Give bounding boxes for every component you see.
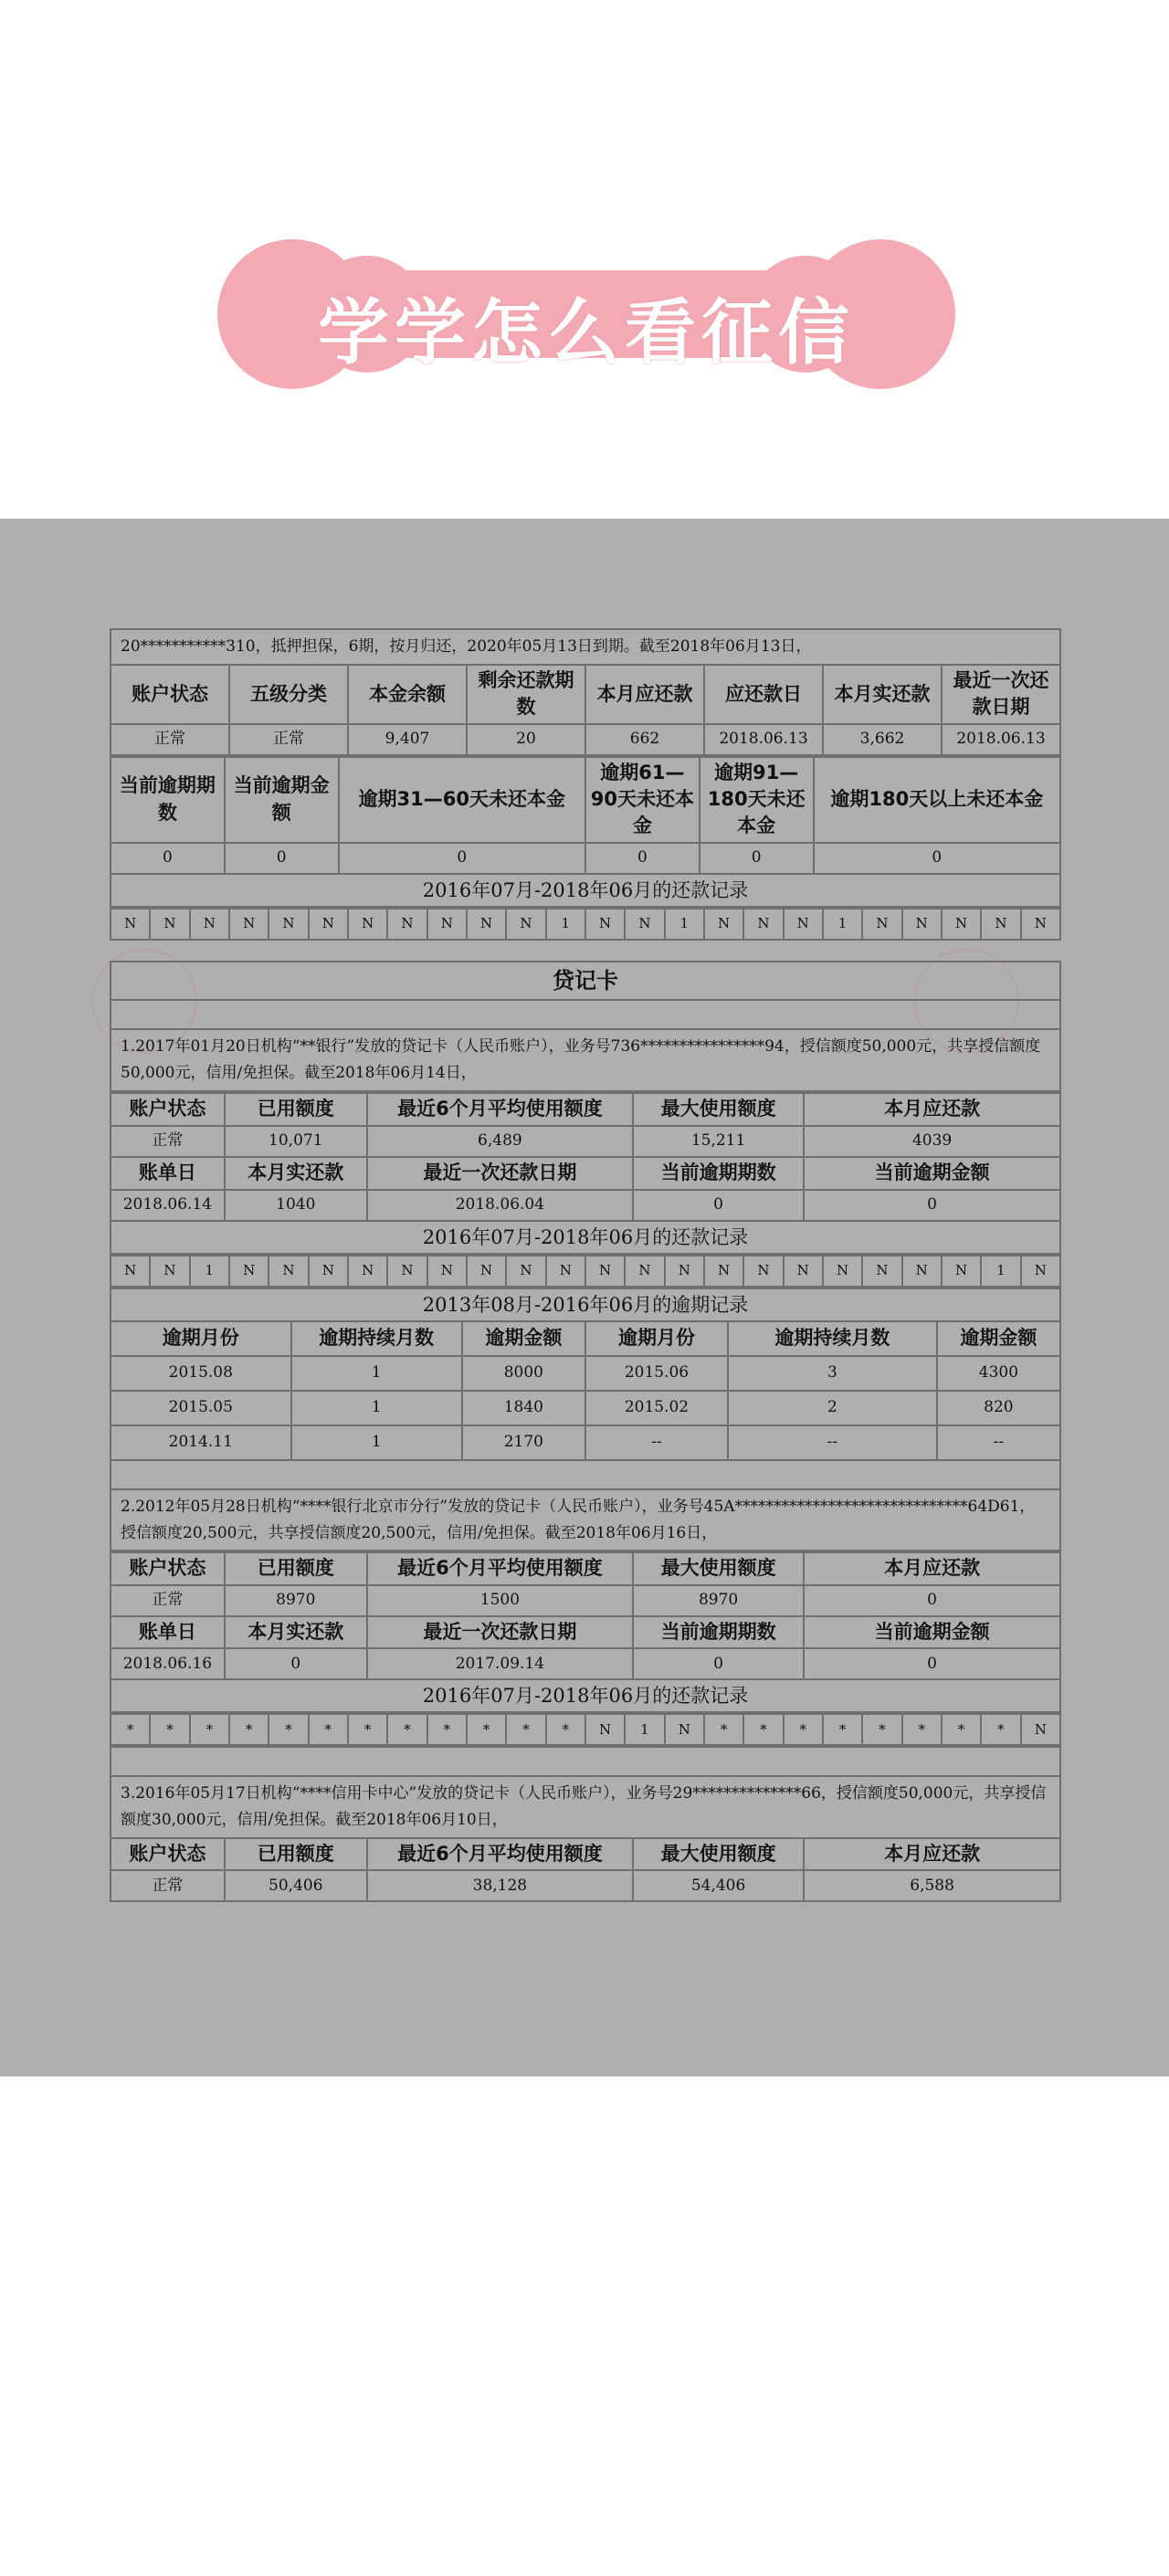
overdue-header-cell: 逾期月份 xyxy=(585,1321,728,1356)
repayment-month-cell: N xyxy=(506,909,545,940)
repayment-month-cell: N xyxy=(348,909,387,940)
overdue-header-cell: 逾期金额 xyxy=(462,1321,585,1356)
repayment-month-cell: N xyxy=(585,909,625,940)
repayment-month-cell: N xyxy=(546,1256,585,1287)
card3-header-cell: 最大使用额度 xyxy=(633,1838,804,1870)
repayment-month-cell: N xyxy=(823,1256,862,1287)
repayment-month-cell: N xyxy=(111,1256,150,1287)
overdue-row xyxy=(111,1391,1060,1425)
card3-header-cell: 账户状态 xyxy=(111,1838,225,1870)
card3-value-cell: 50,406 xyxy=(225,1870,367,1901)
overdue-cell: -- xyxy=(585,1425,728,1460)
overdue-cell: 2015.02 xyxy=(585,1391,728,1425)
repayment-month-cell: N xyxy=(506,1256,545,1287)
repayment-month-cell: * xyxy=(427,1714,467,1745)
repayment-month-cell: * xyxy=(823,1714,862,1745)
loan-overdue-table xyxy=(110,756,1061,908)
repayment-month-cell: * xyxy=(309,1714,348,1745)
overdue-cell: 4300 xyxy=(937,1356,1060,1391)
card2-header-cell: 最近6个月平均使用额度 xyxy=(367,1552,633,1584)
overdue-header-cell: 逾期金额 xyxy=(937,1321,1060,1356)
loan-overdue-header-cell: 逾期180天以上未还本金 xyxy=(814,757,1060,843)
card3-block xyxy=(110,1746,1061,1902)
card3-value-cell: 6,588 xyxy=(804,1870,1060,1901)
repayment-month-cell: * xyxy=(111,1714,150,1745)
repayment-month-cell: N xyxy=(1021,1256,1060,1287)
card1-header-cell: 当前逾期金额 xyxy=(804,1157,1060,1190)
repayment-month-cell: N xyxy=(585,1256,625,1287)
loan-value-cell: 20 xyxy=(467,724,585,755)
loan-header-cell: 本月实还款 xyxy=(823,665,942,724)
card2-repayment-record xyxy=(110,1713,1061,1746)
overdue-cell: 3 xyxy=(728,1356,937,1391)
card1-header-cell: 当前逾期期数 xyxy=(633,1157,804,1190)
overdue-header-cell: 逾期持续月数 xyxy=(728,1321,937,1356)
card2-header-cell: 最近一次还款日期 xyxy=(367,1616,633,1648)
loan-header-cell: 账户状态 xyxy=(111,665,229,724)
loan-value-cell: 正常 xyxy=(229,724,348,755)
repayment-month-cell: N xyxy=(387,1256,427,1287)
credit-card-section xyxy=(110,961,1061,1092)
card1-record-title: 2016年07月-2018年06月的还款记录 xyxy=(111,1221,1060,1254)
card2-description: 2.2012年05月28日机构“****银行北京市分行”发放的贷记卡（人民币账户），业务号45A******************************64D61，授信额度20,500元，共享授信额度20,500元，信用/免担保。截至2018年06月16日， xyxy=(111,1489,1060,1551)
loan-description: 20***********310，抵押担保，6期，按月归还，2020年05月13日到期。截至2018年06月13日， xyxy=(111,629,1060,665)
credit-report-scan xyxy=(0,519,1169,2077)
repayment-month-cell: * xyxy=(981,1714,1020,1745)
card1-value-cell: 2018.06.04 xyxy=(367,1190,633,1221)
card1-value-cell: 15,211 xyxy=(633,1126,804,1157)
repayment-month-cell: N xyxy=(387,909,427,940)
repayment-month-cell: * xyxy=(467,1714,506,1745)
repayment-month-cell: 1 xyxy=(546,909,585,940)
repayment-month-cell: 1 xyxy=(625,1714,664,1745)
card1-value-cell: 4039 xyxy=(804,1126,1060,1157)
overdue-cell: 2015.05 xyxy=(111,1391,291,1425)
repayment-month-cell: * xyxy=(348,1714,387,1745)
overdue-cell: 2014.11 xyxy=(111,1425,291,1460)
overdue-header-cell: 逾期持续月数 xyxy=(291,1321,462,1356)
loan-overdue-value-cell: 0 xyxy=(814,843,1060,874)
repayment-month-cell: * xyxy=(862,1714,901,1745)
overdue-cell: 8000 xyxy=(462,1356,585,1391)
repayment-month-cell: N xyxy=(190,909,229,940)
repayment-month-cell: N xyxy=(348,1256,387,1287)
repayment-month-cell: N xyxy=(229,1256,269,1287)
loan-overdue-value-cell: 0 xyxy=(225,843,339,874)
repayment-month-cell: N xyxy=(625,909,664,940)
overdue-cell: 1 xyxy=(291,1391,462,1425)
loan-repayment-record xyxy=(110,908,1061,941)
overdue-cell: 1 xyxy=(291,1356,462,1391)
loan-overdue-header-cell: 逾期31—60天未还本金 xyxy=(339,757,585,843)
card2-value-cell: 0 xyxy=(804,1585,1060,1616)
repayment-month-cell: N xyxy=(309,909,348,940)
card1-header-cell: 账户状态 xyxy=(111,1093,225,1126)
repayment-month-cell: 1 xyxy=(665,909,704,940)
loan-overdue-value-cell: 0 xyxy=(700,843,814,874)
card2-value-cell: 2017.09.14 xyxy=(367,1648,633,1679)
card2-header-cell: 账单日 xyxy=(111,1616,225,1648)
repayment-month-cell: * xyxy=(506,1714,545,1745)
card1-value-cell: 2018.06.14 xyxy=(111,1190,225,1221)
card3-value-cell: 54,406 xyxy=(633,1870,804,1901)
overdue-cell: -- xyxy=(728,1425,937,1460)
repayment-month-cell: N xyxy=(784,1256,823,1287)
repayment-month-cell: N xyxy=(704,909,743,940)
card3-value-cell: 38,128 xyxy=(367,1870,633,1901)
repayment-month-cell: N xyxy=(309,1256,348,1287)
card1-header-cell: 最近6个月平均使用额度 xyxy=(367,1093,633,1126)
banner-title: 学学怎么看征信 xyxy=(317,292,855,374)
loan-overdue-header-cell: 逾期91—180天未还本金 xyxy=(700,757,814,843)
repayment-month-cell: * xyxy=(387,1714,427,1745)
card1-header-cell: 最近一次还款日期 xyxy=(367,1157,633,1190)
repayment-month-cell: * xyxy=(902,1714,942,1745)
card2-value-cell: 0 xyxy=(633,1648,804,1679)
repayment-month-cell: N xyxy=(704,1256,743,1287)
loan-header-cell: 本月应还款 xyxy=(585,665,704,724)
repayment-month-cell: N xyxy=(665,1256,704,1287)
overdue-row xyxy=(111,1425,1060,1460)
card1-value-cell: 6,489 xyxy=(367,1126,633,1157)
repayment-month-cell: * xyxy=(784,1714,823,1745)
repayment-month-cell: N xyxy=(665,1714,704,1745)
card2-value-cell: 2018.06.16 xyxy=(111,1648,225,1679)
overdue-cell: 1 xyxy=(291,1425,462,1460)
card2-header-cell: 已用额度 xyxy=(225,1552,367,1584)
card1-header-cell: 账单日 xyxy=(111,1157,225,1190)
repayment-month-cell: N xyxy=(111,909,150,940)
card2-value-cell: 1500 xyxy=(367,1585,633,1616)
card3-description: 3.2016年05月17日机构“****信用卡中心”发放的贷记卡（人民币账户），业务号29**************66，授信额度50,000元，共享授信额度30,000元，信用/免担保。截至2018年06月10日， xyxy=(111,1776,1060,1838)
repayment-month-cell: N xyxy=(743,909,783,940)
repayment-month-cell: 1 xyxy=(190,1256,229,1287)
repayment-month-cell: 1 xyxy=(981,1256,1020,1287)
loan-overdue-header-cell: 当前逾期金额 xyxy=(225,757,339,843)
overdue-header-cell: 逾期月份 xyxy=(111,1321,291,1356)
repayment-month-cell: * xyxy=(704,1714,743,1745)
overdue-cell: 2170 xyxy=(462,1425,585,1460)
card2-header-cell: 本月应还款 xyxy=(804,1552,1060,1584)
loan-value-cell: 2018.06.13 xyxy=(704,724,823,755)
card2-header-cell: 本月实还款 xyxy=(225,1616,367,1648)
repayment-month-cell: N xyxy=(150,909,189,940)
card1-description: 1.2017年01月20日机构“**银行”发放的贷记卡（人民币账户），业务号736****************94，授信额度50,000元，共享授信额度50,000元，信用/免担保。截至2018年06月14日， xyxy=(111,1029,1060,1091)
repayment-month-cell: N xyxy=(902,1256,942,1287)
loan-header-cell: 本金余额 xyxy=(348,665,467,724)
repayment-month-cell: * xyxy=(546,1714,585,1745)
card2-value-cell: 8970 xyxy=(633,1585,804,1616)
loan-value-cell: 正常 xyxy=(111,724,229,755)
loan-overdue-value-cell: 0 xyxy=(111,843,225,874)
overdue-cell: 1840 xyxy=(462,1391,585,1425)
repayment-month-cell: N xyxy=(150,1256,189,1287)
overdue-cell: 2015.08 xyxy=(111,1356,291,1391)
loan-value-cell: 2018.06.13 xyxy=(942,724,1060,755)
repayment-month-cell: N xyxy=(467,909,506,940)
repayment-month-cell: N xyxy=(269,909,308,940)
repayment-month-cell: N xyxy=(585,1714,625,1745)
loan-overdue-value-cell: 0 xyxy=(339,843,585,874)
repayment-month-cell: N xyxy=(427,1256,467,1287)
card2-header-cell: 账户状态 xyxy=(111,1552,225,1584)
repayment-month-cell: N xyxy=(467,1256,506,1287)
repayment-month-cell: * xyxy=(229,1714,269,1745)
card1-header-cell: 本月实还款 xyxy=(225,1157,367,1190)
repayment-month-cell: N xyxy=(269,1256,308,1287)
overdue-cell: 2015.06 xyxy=(585,1356,728,1391)
card1-value-cell: 1040 xyxy=(225,1190,367,1221)
card1-value-cell: 10,071 xyxy=(225,1126,367,1157)
repayment-month-cell: N xyxy=(862,909,901,940)
repayment-month-cell: * xyxy=(942,1714,981,1745)
card3-header-cell: 本月应还款 xyxy=(804,1838,1060,1870)
card1-table xyxy=(110,1092,1061,1255)
repayment-month-cell: N xyxy=(1021,1714,1060,1745)
card2-header-cell: 最大使用额度 xyxy=(633,1552,804,1584)
repayment-month-cell: * xyxy=(743,1714,783,1745)
loan-table xyxy=(110,628,1061,756)
card1-overdue-title: 2013年08月-2016年06月的逾期记录 xyxy=(111,1288,1060,1321)
card1-value-cell: 正常 xyxy=(111,1126,225,1157)
repayment-month-cell: N xyxy=(981,909,1020,940)
loan-value-cell: 662 xyxy=(585,724,704,755)
card2-header-cell: 当前逾期期数 xyxy=(633,1616,804,1648)
card2-record-title: 2016年07月-2018年06月的还款记录 xyxy=(111,1679,1060,1712)
repayment-month-cell: N xyxy=(427,909,467,940)
loan-overdue-header-cell: 逾期61—90天未还本金 xyxy=(585,757,700,843)
repayment-month-cell: N xyxy=(784,909,823,940)
card1-repayment-record xyxy=(110,1255,1061,1288)
repayment-month-cell: * xyxy=(150,1714,189,1745)
loan-overdue-value-cell: 0 xyxy=(585,843,700,874)
repayment-month-cell: N xyxy=(229,909,269,940)
overdue-row xyxy=(111,1356,1060,1391)
repayment-month-cell: 1 xyxy=(823,909,862,940)
card2-table xyxy=(110,1551,1061,1713)
card1-header-cell: 最大使用额度 xyxy=(633,1093,804,1126)
loan-overdue-header-cell: 当前逾期期数 xyxy=(111,757,225,843)
repayment-month-cell: * xyxy=(190,1714,229,1745)
card1-overdue-table xyxy=(110,1288,1061,1552)
loan-record-title: 2016年07月-2018年06月的还款记录 xyxy=(111,874,1060,907)
card3-value-cell: 正常 xyxy=(111,1870,225,1901)
loan-value-cell: 3,662 xyxy=(823,724,942,755)
card1-header-cell: 已用额度 xyxy=(225,1093,367,1126)
loan-header-cell: 五级分类 xyxy=(229,665,348,724)
loan-value-cell: 9,407 xyxy=(348,724,467,755)
loan-header-cell: 最近一次还款日期 xyxy=(942,665,1060,724)
repayment-month-cell: N xyxy=(862,1256,901,1287)
loan-header-cell: 应还款日 xyxy=(704,665,823,724)
card1-value-cell: 0 xyxy=(633,1190,804,1221)
overdue-cell: 820 xyxy=(937,1391,1060,1425)
repayment-month-cell: N xyxy=(902,909,942,940)
repayment-month-cell: N xyxy=(942,1256,981,1287)
overdue-cell: 2 xyxy=(728,1391,937,1425)
repayment-month-cell: N xyxy=(942,909,981,940)
section-title: 贷记卡 xyxy=(111,962,1060,1000)
overdue-cell: -- xyxy=(937,1425,1060,1460)
card2-value-cell: 8970 xyxy=(225,1585,367,1616)
card1-value-cell: 0 xyxy=(804,1190,1060,1221)
card1-header-cell: 本月应还款 xyxy=(804,1093,1060,1126)
card2-value-cell: 0 xyxy=(225,1648,367,1679)
repayment-month-cell: N xyxy=(743,1256,783,1287)
title-banner xyxy=(217,239,955,389)
repayment-month-cell: N xyxy=(1021,909,1060,940)
loan-header-cell: 剩余还款期数 xyxy=(467,665,585,724)
card2-value-cell: 正常 xyxy=(111,1585,225,1616)
repayment-month-cell: N xyxy=(625,1256,664,1287)
card2-header-cell: 当前逾期金额 xyxy=(804,1616,1060,1648)
card2-value-cell: 0 xyxy=(804,1648,1060,1679)
card3-header-cell: 已用额度 xyxy=(225,1838,367,1870)
report-sheet xyxy=(110,628,1061,1902)
card3-header-cell: 最近6个月平均使用额度 xyxy=(367,1838,633,1870)
repayment-month-cell: * xyxy=(269,1714,308,1745)
